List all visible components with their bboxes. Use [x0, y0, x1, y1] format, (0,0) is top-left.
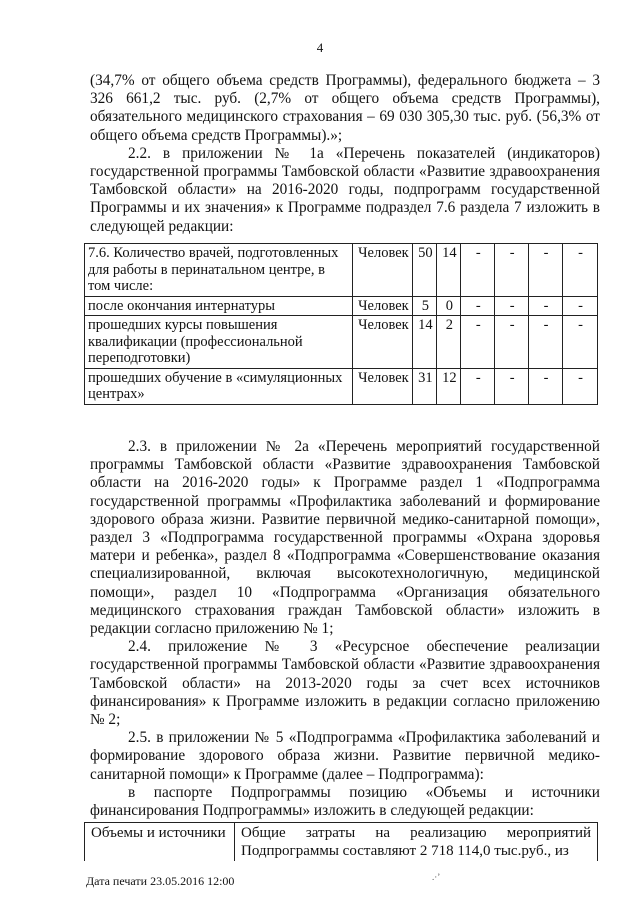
page-number: 4	[316, 40, 324, 55]
value-cell: 12	[437, 368, 461, 404]
value-cell: -	[529, 244, 563, 297]
value-cell: -	[563, 368, 598, 404]
table-row	[85, 244, 598, 297]
print-date: Дата печати 23.05.2016 12:00	[86, 874, 235, 888]
value-cell: -	[495, 244, 529, 297]
indicator-name-cell: прошедших курсы повышения квалификации (профессиональной переподготовки)	[85, 316, 353, 369]
value-cell: 0	[437, 296, 461, 316]
paragraph-2-5: 2.5. в приложении № 5 «Подпрограмма «Профилактика заболеваний и формирование здорового образа жизни. Развитие первичной медико-санитарной помощи» к Программе (далее – Подпрограмма):	[90, 729, 600, 783]
paragraph-budget: (34,7% от общего объема средств Программы), федерального бюджета – 3 326 661,2 тыс. руб. (2,7% от общего объема средств Программы), обязательного медицинского страхования – 69 030 305,30 тыс. руб. (56,3% от общего объема средств Программы).»;	[90, 72, 600, 144]
unit-cell: Человек	[353, 316, 413, 369]
value-cell: -	[529, 316, 563, 369]
value-cell: 2	[437, 316, 461, 369]
value-cell: -	[495, 316, 529, 369]
value-cell: -	[529, 296, 563, 316]
indicator-name-cell: 7.6. Количество врачей, подготовленных для работы в перинатальном центре, в том числе:	[85, 244, 353, 297]
paragraph-2-3: 2.3. в приложении № 2а «Перечень мероприятий государственной программы Тамбовской области «Развитие здравоохранения Тамбовской области на 2016-2020 годы» к Программе раздел 1 «Подпрограмма государственной программы «Профилактика заболеваний и формирование здорового образа жизни. Развитие первичной медико-санитарной помощи», раздел 3 «Подпрограмма государственной программы «Охрана здоровья матери и ребенка», раздел 8 «Подпрограмма «Совершенствование оказания специализированной, включая высокотехнологичную, медицинской помощи», раздел 10 «Подпрограмма «Организация обязательного медицинского страхования граждан Тамбовской области» изложить в редакции согласно приложению № 1;	[90, 438, 600, 638]
value-cell: -	[461, 316, 495, 369]
indicator-name-cell: после окончания интернатуры	[85, 296, 353, 316]
value-cell: 31	[413, 368, 437, 404]
passport-row	[85, 823, 598, 862]
value-cell: 5	[413, 296, 437, 316]
value-cell: 14	[413, 316, 437, 369]
value-cell: -	[529, 368, 563, 404]
paragraph-2-2: 2.2. в приложении № 1а «Перечень показателей (индикаторов) государственной программы Тамбовской области «Развитие здравоохранения Тамбовской области» на 2016-2020 годы, подпрограмм государственной Программы и их значения» к Программе подраздел 7.6 раздела 7 изложить в следующей редакции:	[90, 144, 600, 235]
value-cell: -	[563, 296, 598, 316]
text-block-top	[90, 72, 600, 236]
value-cell: -	[563, 244, 598, 297]
unit-cell: Человек	[353, 296, 413, 316]
text-block-middle	[90, 438, 600, 820]
value-cell: -	[563, 316, 598, 369]
paragraph-passport: в паспорте Подпрограммы позицию «Объемы и источники финансирования Подпрограммы» изложить в следующей редакции:	[90, 783, 600, 820]
table-row	[85, 368, 598, 404]
value-cell: -	[461, 244, 495, 297]
passport-left-cell: Объемы и источники	[85, 823, 235, 862]
unit-cell: Человек	[353, 368, 413, 404]
indicator-name-cell: прошедших обучение в «симуляционных центрах»	[85, 368, 353, 404]
value-cell: -	[461, 368, 495, 404]
value-cell: 14	[437, 244, 461, 297]
paragraph-2-4: 2.4. приложение № 3 «Ресурсное обеспечение реализации государственной программы Тамбовской области «Развитие здравоохранения Тамбовской области» на 2013-2020 годы за счет всех источников финансирования» к Программе изложить в редакции согласно приложению № 2;	[90, 638, 600, 729]
value-cell: 50	[413, 244, 437, 297]
unit-cell: Человек	[353, 244, 413, 297]
value-cell: -	[461, 296, 495, 316]
table-row	[85, 296, 598, 316]
table-row	[85, 316, 598, 369]
value-cell: -	[495, 296, 529, 316]
indicator-table	[84, 243, 598, 405]
value-cell: -	[495, 368, 529, 404]
scan-speck: .·’	[432, 872, 441, 882]
passport-table	[84, 822, 598, 861]
passport-right-cell: Общие затраты на реализацию мероприятий Подпрограммы составляют 2 718 114,0 тыс.руб., из	[235, 823, 598, 862]
